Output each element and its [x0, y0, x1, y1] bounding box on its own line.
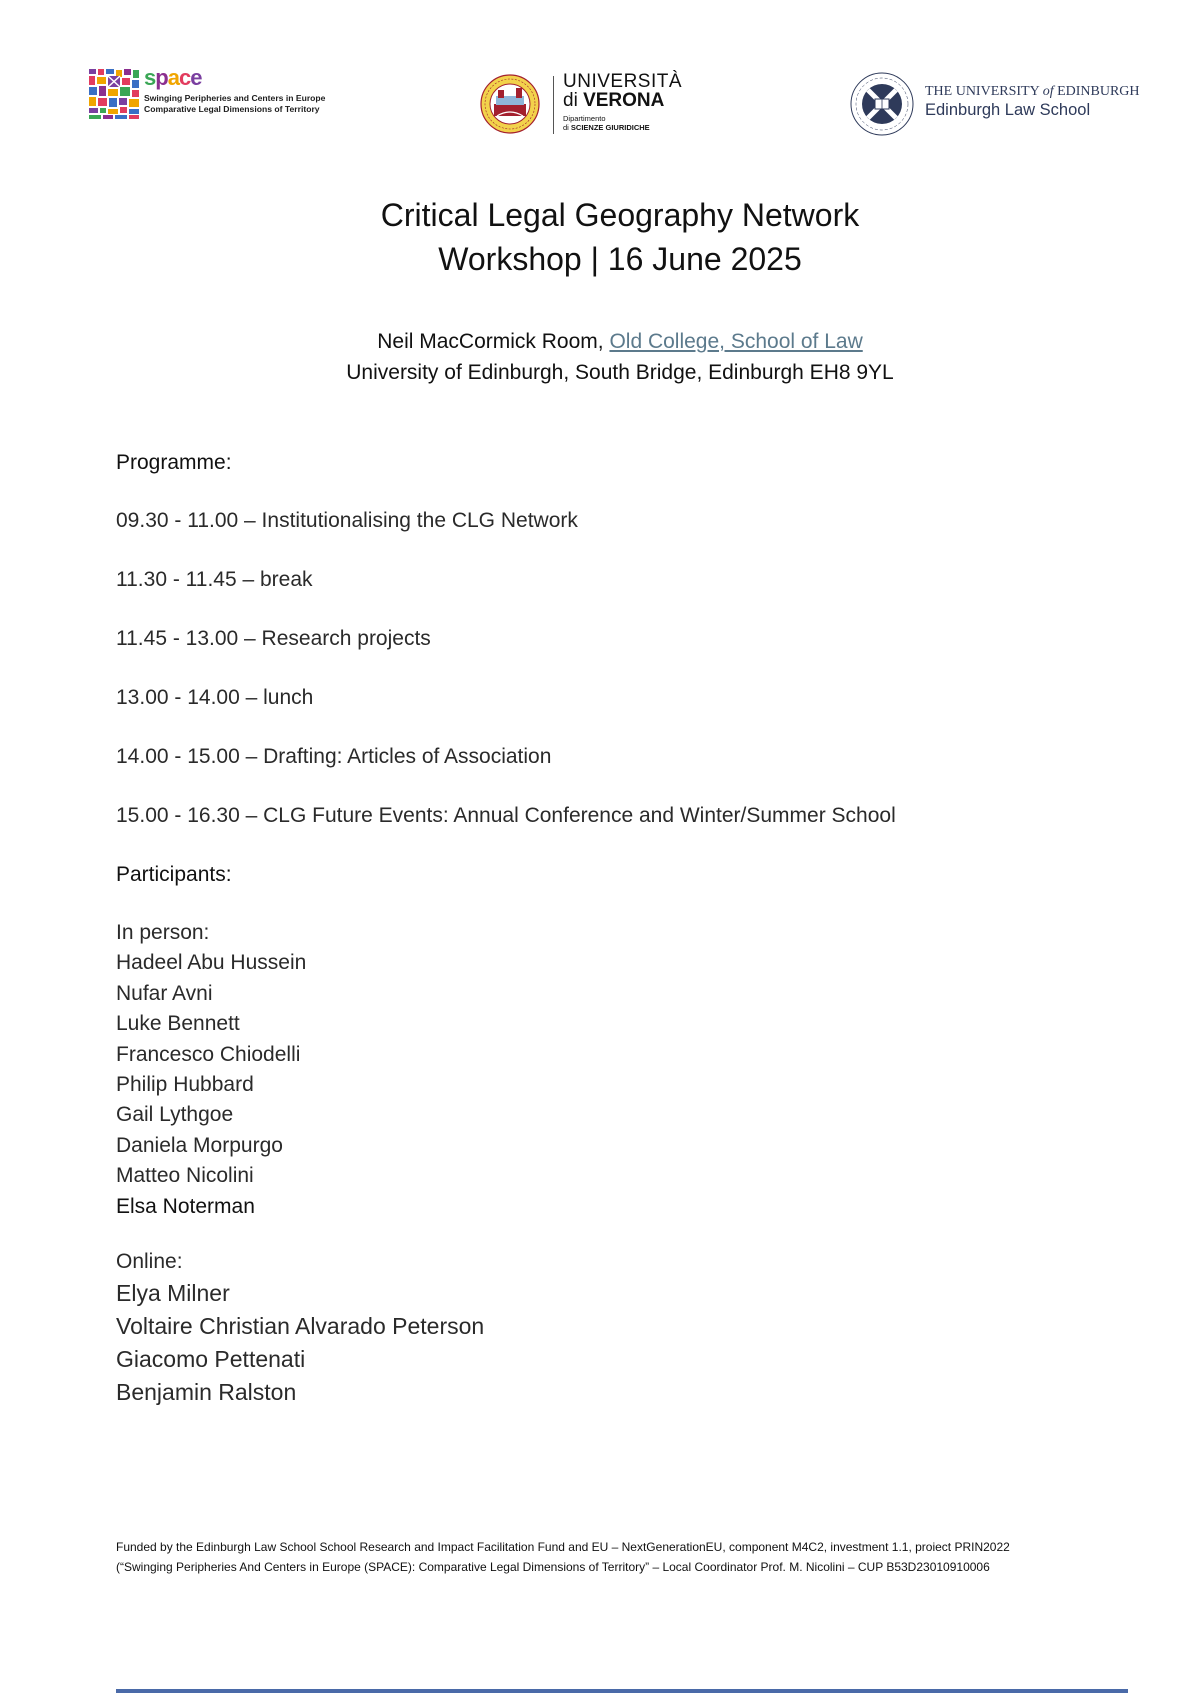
verona-seal-icon — [480, 74, 540, 134]
participant-name: Matteo Nicolini — [116, 1164, 254, 1188]
programme-item: 09.30 - 11.00 – Institutionalising the CLG Network — [116, 509, 578, 532]
participant-name: Daniela Morpurgo — [116, 1133, 283, 1157]
edinburgh-crest-icon — [850, 72, 914, 136]
programme-heading: Programme: — [116, 451, 232, 474]
online-list — [116, 1247, 484, 1409]
participant-name: Voltaire Christian Alvarado Peterson — [116, 1313, 485, 1339]
participant-name: Hadeel Abu Hussein — [116, 951, 307, 975]
online-heading: Online: — [116, 1250, 183, 1273]
edinburgh-law-school-logo — [850, 72, 1140, 138]
in-person-heading: In person: — [116, 921, 210, 944]
space-tagline-line1: Swinging Peripheries and Centers in Europe — [144, 93, 326, 103]
programme-item: 14.00 - 15.00 – Drafting: Articles of Association — [116, 745, 552, 768]
programme-item: 13.00 - 14.00 – lunch — [116, 686, 314, 709]
university-of-verona-logo — [480, 72, 690, 138]
space-tagline — [144, 93, 325, 114]
title-line-2: Workshop | 16 June 2025 — [438, 241, 802, 277]
venue-address: University of Edinburgh, South Bridge, Edinburgh EH8 9YL — [346, 361, 894, 384]
participant-name: Gail Lythgoe — [116, 1103, 234, 1127]
programme-item: 11.30 - 11.45 – break — [116, 568, 313, 591]
participant-name: Elya Milner — [116, 1280, 230, 1306]
venue-room: Neil MacCormick Room, — [377, 330, 610, 353]
footer-rule — [116, 1689, 1128, 1693]
participant-name: Luke Bennett — [116, 1012, 240, 1036]
funding-line-1: Funded by the Edinburgh Law School School Research and Impact Facilitation Fund and EU – NextGenerationEU, component M4C2, investment 1.1, proiect PRIN2022 — [116, 1540, 1010, 1554]
space-wordmark: space — [144, 65, 202, 90]
verona-wordmark: UNIVERSITÀ di VERONA Dipartimento di SCIENZE GIURIDICHE — [563, 71, 683, 132]
programme-item: 11.45 - 13.00 – Research projects — [116, 627, 431, 650]
participant-name: Francesco Chiodelli — [116, 1042, 301, 1066]
space-project-logo — [88, 66, 350, 122]
participant-name: Philip Hubbard — [116, 1073, 254, 1097]
page-title — [0, 193, 1200, 281]
participant-name: Elsa Noterman — [116, 1194, 255, 1218]
participant-name: Benjamin Ralston — [116, 1379, 297, 1405]
funding-note — [116, 1537, 1010, 1577]
venue-block — [0, 326, 1200, 388]
participants-heading: Participants: — [116, 863, 232, 886]
verona-divider — [553, 76, 554, 134]
title-line-1: Critical Legal Geography Network — [380, 197, 860, 233]
space-mosaic-icon — [88, 68, 140, 120]
participant-name: Giacomo Pettenati — [116, 1346, 306, 1372]
edinburgh-wordmark: THE UNIVERSITY of EDINBURGH Edinburgh Law School — [925, 84, 1140, 119]
funding-line-2: (“Swinging Peripheries And Centers in Europe (SPACE): Comparative Legal Dimensions of Territory” – Local Coordinator Prof. M. Nicolini – CUP B53D23010910006 — [116, 1560, 990, 1574]
participant-name: Nufar Avni — [116, 981, 213, 1005]
in-person-list — [116, 918, 306, 1222]
space-tagline-line2: Comparative Legal Dimensions of Territory — [144, 103, 320, 114]
venue-link[interactable]: Old College, School of Law — [609, 330, 863, 353]
programme-item: 15.00 - 16.30 – CLG Future Events: Annual Conference and Winter/Summer School — [116, 804, 896, 827]
